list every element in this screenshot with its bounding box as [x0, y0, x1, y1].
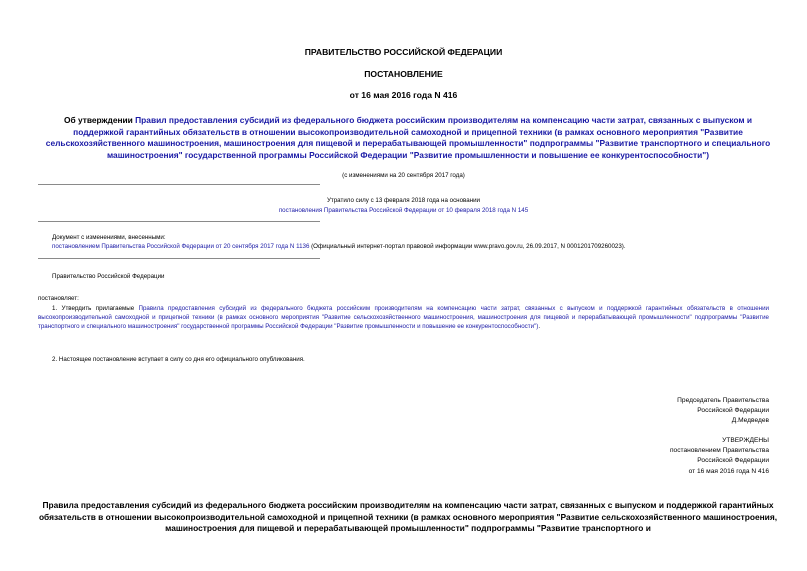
item-1-rules-link[interactable]: Правила предоставления субсидий из федерального бюджета российским производителям на компенсацию части затрат, связанных с выпуском и поддержкой гарантийных обязательств в отношении высокопроизводительной самоходной и прицепной техники (в рамках основного мероприятия "Развитие сельскохозяйственного машиностроения, машиностроения для пищевой и перерабатывающей промышленности" подпрограммы "Развитие транспортного и специального машиностроения" государственной программы Российской Федерации "Развитие промышленности и повышение ее конкурентоспособности")	[38, 305, 769, 330]
expired-line: Утратило силу с 13 февраля 2018 года на основании	[326, 197, 481, 204]
approved-block	[670, 436, 769, 477]
signature-position-2: Российской Федерации	[697, 407, 769, 415]
signature-name: Д.Медведев	[731, 417, 769, 425]
divider	[38, 184, 320, 185]
title-prefix: Об утверждении	[63, 115, 136, 125]
item-1-suffix: .	[538, 323, 541, 330]
approved-line-3: от 16 мая 2016 года N 416	[688, 467, 769, 475]
amended-note: (с изменениями на 20 сентября 2017 года)	[342, 172, 465, 179]
item-2: 2. Настоящее постановление вступает в силу со дня его официального опубликования.	[52, 356, 305, 363]
item-1	[38, 304, 769, 331]
document-type-heading: ПОСТАНОВЛЕНИЕ	[364, 69, 443, 79]
government-heading: ПРАВИТЕЛЬСТВО РОССИЙСКОЙ ФЕДЕРАЦИИ	[304, 47, 503, 57]
approved-line-2: Российской Федерации	[697, 457, 769, 465]
changes-line	[52, 242, 778, 251]
approved-label: УТВЕРЖДЕНЫ	[722, 437, 769, 444]
rules-title: Правила предоставления субсидий из федерального бюджета российским производителям на компенсацию части затрат, связанных с выпуском и поддержкой гарантийных обязательств в отношении высокопроизводительной самоходной и прицепной техники (в рамках основного мероприятия "Развитие сельскохозяйственного машиностроения, машиностроения для пищевой и перерабатывающей промышленности" подпрограммы "Развитие транспортного и	[38, 500, 778, 534]
expired-decree-link[interactable]: постановления Правительства Российской Федерации от 10 февраля 2018 года N 145	[278, 207, 529, 214]
changes-source: (Официальный интернет-портал правовой информации www.pravo.gov.ru, 26.09.2017, N 0001201709260023).	[309, 243, 626, 250]
signature-position-1: Председатель Правительства	[677, 397, 769, 404]
divider	[38, 221, 320, 222]
item-1-prefix: 1. Утвердить прилагаемые	[52, 305, 139, 312]
government-name: Правительство Российской Федерации	[52, 273, 165, 280]
divider	[38, 258, 320, 259]
changes-label: Документ с изменениями, внесенными:	[52, 234, 166, 241]
document-date-number: от 16 мая 2016 года N 416	[349, 90, 458, 100]
title-rules-link[interactable]: Правил предоставления субсидий из федерального бюджета российским производителям на компенсацию части затрат, связанных с выпуском и поддержкой гарантийных обязательств в отношении высокопроизводительной самоходной и прицепной техники (в рамках основного мероприятия "Развитие сельскохозяйственного машиностроения, машиностроения для пищевой и перерабатывающей промышленности" подпрограммы "Развитие транспортного и специального машиностроения" государственной программы Российской Федерации "Развитие промышленности и повышение ее конкурентоспособности")	[45, 115, 771, 160]
decrees-word: постановляет:	[38, 295, 79, 302]
document-title	[38, 115, 778, 161]
approved-line-1: постановлением Правительства	[669, 447, 769, 455]
signature-block	[677, 396, 769, 427]
changes-decree-link[interactable]: постановлением Правительства Российской Федерации от 20 сентября 2017 года N 1136	[52, 243, 310, 250]
